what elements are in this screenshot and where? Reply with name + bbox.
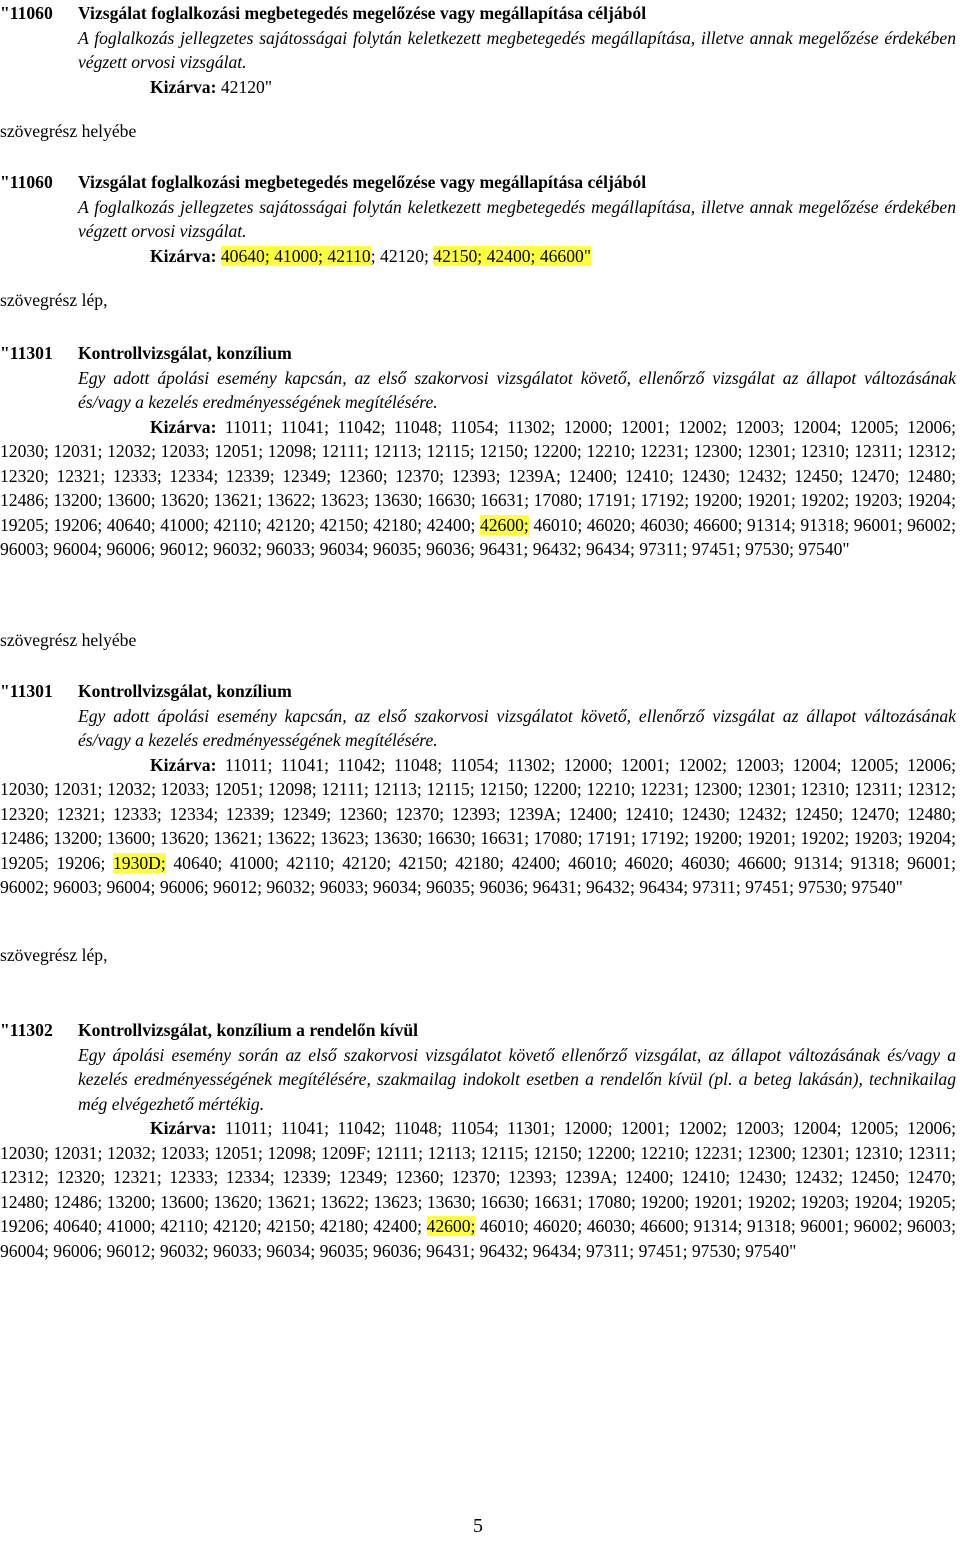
entry-description: A foglalkozás jellegzetes sajátosságai folytán keletkezett megbetegedés megállapítása, illetve annak megelőzése érdekében végzett orvosi vizsgálat. [78, 196, 956, 241]
highlighted-code: 42600; [426, 1216, 476, 1236]
code-run: 11011; 11041; 11042; 11048; 11054; 11302; 12000; 12001; 12002; 12003; 12004; 12005; 12006; 12030; 12031; 12032; 12033; 12051; 12098; 12111; 12113; 12115; 12150; 12200; 12210; 12231; 12300; 12301; 12310; 12311; 12312; 12320; 12321; 12333; 12334; 12339; 12349; 12360; 12370; 12393; 1239A; 12400; 12410; 12430; 12432; 12450; 12470; 12480; 12486; 13200; 13600; 13620; 13621; 13622; 13623; 13630; 16630; 16631; 17080; 17191; 17192; 19200; 19201; 19202; 19203; 19204; 19205; 19206; [0, 754, 956, 873]
code-run: 46010; 46020; 46030; 46600; 91314; 91318; 96001; 96002; 96003; 96004; 96006; 96012; 96032; 96033; 96034; 96035; 96036; 96431; 96432; 96434; 97311; 97451; 97530; 97540" [0, 514, 956, 559]
exclusion-label: Kizárva: [150, 245, 217, 266]
exclusion-label: Kizárva: [150, 754, 217, 775]
entry-title-line [0, 170, 956, 195]
connector-text: szövegrész helyébe [0, 630, 137, 650]
code-entry-11301 [0, 679, 956, 900]
exclusion-codes [0, 755, 956, 898]
entry-title-line [0, 1, 956, 26]
exclusion-label: Kizárva: [150, 416, 217, 437]
code-run: 46010; 46020; 46030; 46600; 91314; 91318; 96001; 96002; 96003; 96004; 96006; 96012; 96032; 96033; 96034; 96035; 96036; 96431; 96432; 96434; 97311; 97451; 97530; 97540" [0, 1216, 956, 1261]
exclusion-codes [216, 246, 591, 266]
page-number: 5 [473, 1515, 483, 1537]
connector-text: szövegrész helyébe [0, 121, 137, 141]
highlighted-code: 42600; [479, 514, 529, 535]
entry-code: "11301 [0, 343, 53, 363]
code-run: 11011; 11041; 11042; 11048; 11054; 11302; 12000; 12001; 12002; 12003; 12004; 12005; 12006; 12030; 12031; 12032; 12033; 12051; 12098; 12111; 12113; 12115; 12150; 12200; 12210; 12231; 12300; 12301; 12310; 12311; 12312; 12320; 12321; 12333; 12334; 12339; 12349; 12360; 12370; 12393; 1239A; 12400; 12410; 12430; 12432; 12450; 12470; 12480; 12486; 13200; 13600; 13620; 13621; 13622; 13623; 13630; 16630; 16631; 17080; 17191; 17192; 19200; 19201; 19202; 19203; 19204; 19205; 19206; 40640; 41000; 42110; 42120; 42150; 42180; 42400; [0, 416, 956, 535]
entry-title: Kontrollvizsgálat, konzílium [78, 681, 292, 701]
exclusion-label: Kizárva: [150, 76, 217, 97]
code-entry-11301 [0, 341, 956, 562]
code-run: 11011; 11041; 11042; 11048; 11054; 11301; 12000; 12001; 12002; 12003; 12004; 12005; 12006; 12030; 12031; 12032; 12033; 12051; 12098; 1209F; 12111; 12113; 12115; 12150; 12200; 12210; 12231; 12300; 12301; 12310; 12311; 12312; 12320; 12321; 12333; 12334; 12339; 12349; 12360; 12370; 12393; 1239A; 12400; 12410; 12430; 12432; 12450; 12470; 12480; 12486; 13200; 13600; 13620; 13621; 13622; 13623; 13630; 16630; 16631; 17080; 19200; 19201; 19202; 19203; 19204; 19205; 19206; 40640; 41000; 42110; 42120; 42150; 42180; 42400; [0, 1118, 956, 1236]
highlighted-code: 42150; 42400; 46600" [433, 245, 592, 266]
connector-text: szövegrész lép, [0, 290, 108, 310]
code-entry-11060 [0, 1, 956, 99]
exclusion-codes [0, 1118, 956, 1261]
code-entry-11060 [0, 170, 956, 268]
exclusion-list [78, 244, 956, 269]
entry-code: "11302 [0, 1020, 53, 1040]
entry-code: "11301 [0, 681, 53, 701]
exclusion-list [0, 415, 956, 562]
highlighted-code: 40640; 41000; 42110 [220, 245, 371, 266]
connector-text: szövegrész lép, [0, 945, 108, 965]
entry-title-line [0, 341, 956, 366]
entry-description: Egy adott ápolási esemény kapcsán, az első szakorvosi vizsgálatot követő, ellenőrző vizsgálat az állapot változásának és/vagy a kezelés eredményességének megítélésére. [78, 367, 956, 412]
entry-title: Kontrollvizsgálat, konzílium a rendelőn kívül [78, 1020, 419, 1040]
exclusion-list [78, 75, 956, 100]
code-entry-11302 [0, 1018, 956, 1263]
exclusion-codes [216, 77, 272, 97]
exclusion-list [0, 753, 956, 900]
entry-title: Vizsgálat foglalkozási megbetegedés megelőzése vagy megállapítása céljából [78, 172, 647, 192]
entry-description: Egy ápolási esemény során az első szakorvosi vizsgálatot követő ellenőrző vizsgálat, az állapot változásának és/vagy a kezelés eredményességének megítélésére, szakmailag indokolt esetben a rendelőn kívül (pl. a beteg lakásán), technikailag még elvégezhető mértékig. [78, 1044, 956, 1114]
entry-description: Egy adott ápolási esemény kapcsán, az első szakorvosi vizsgálatot követő, ellenőrző vizsgálat az állapot változásának és/vagy a kezelés eredményességének megítélésére. [78, 705, 956, 750]
code-run: 42120" [216, 76, 273, 97]
entry-code: "11060 [0, 3, 53, 23]
entry-description: A foglalkozás jellegzetes sajátosságai folytán keletkezett megbetegedés megállapítása, illetve annak megelőzése érdekében végzett orvosi vizsgálat. [78, 27, 956, 72]
exclusion-label: Kizárva: [150, 1118, 217, 1138]
entry-title-line [0, 679, 956, 704]
code-run: 40640; 41000; 42110; 42120; 42150; 42180; 42400; 46010; 46020; 46030; 46600; 91314; 91318; 96001; 96002; 96003; 96004; 96006; 96012; 96032; 96033; 96034; 96035; 96036; 96431; 96432; 96434; 97311; 97451; 97530; 97540" [0, 852, 956, 897]
exclusion-codes [0, 417, 956, 560]
entry-code: "11060 [0, 172, 53, 192]
highlighted-code: 1930D; [112, 852, 166, 873]
entry-title-line [0, 1018, 956, 1043]
entry-title: Vizsgálat foglalkozási megbetegedés megelőzése vagy megállapítása céljából [78, 3, 647, 23]
exclusion-list [0, 1116, 956, 1263]
code-run: ; 42120; [370, 245, 434, 266]
entry-title: Kontrollvizsgálat, konzílium [78, 343, 292, 363]
